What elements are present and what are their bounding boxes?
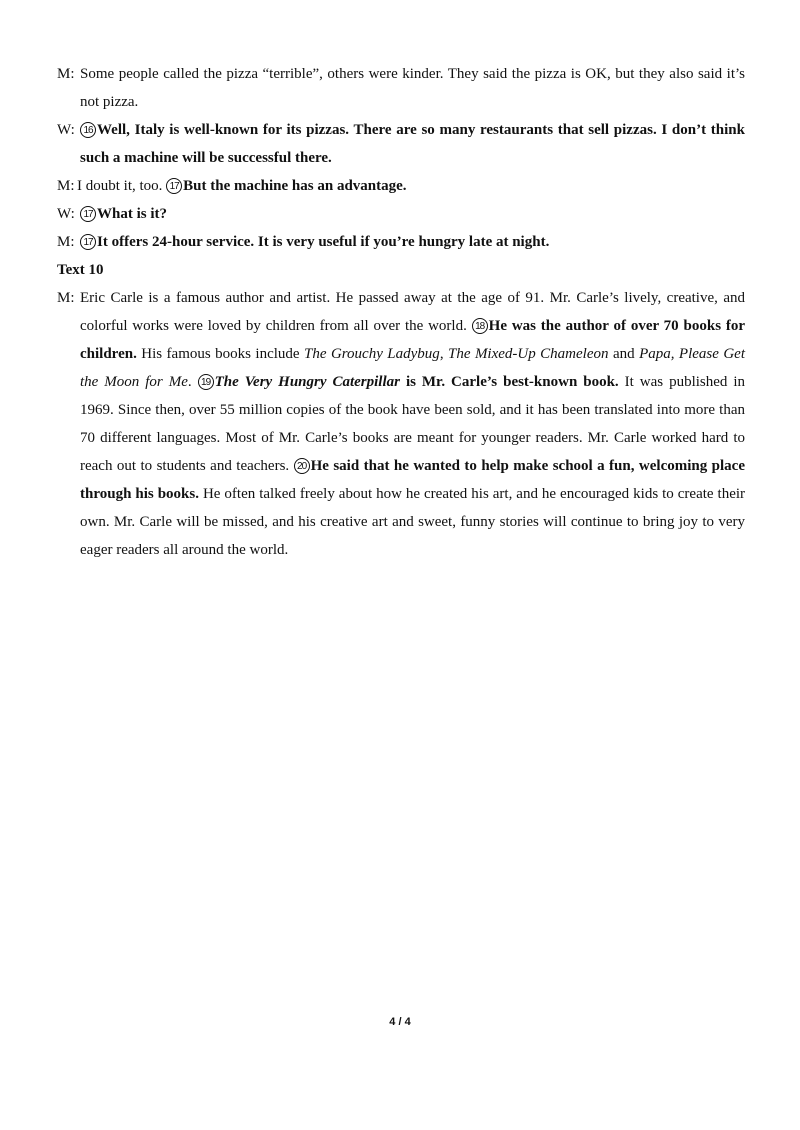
punctuation: , [439, 346, 444, 362]
passage-text-bold: He said that he wanted to help make school a fun, welcoming place through his books. [80, 458, 745, 502]
passage-text-bold: is Mr. Carle’s best-known book. [405, 374, 619, 390]
dialogue-line-4 [57, 200, 745, 228]
question-marker-17: 17 [80, 234, 96, 250]
question-marker-19: 19 [198, 374, 214, 390]
speaker-label: M: [57, 178, 75, 194]
speaker-label: M: [57, 290, 75, 306]
passage-text: He often talked freely about how he created his art, and he encouraged kids to create their own. Mr. Carle will be missed, and his creative art and sweet, funny stories will continue to bring joy to very eager readers all around the world. [80, 486, 746, 558]
book-title-bold: The Very Hungry Caterpillar [214, 374, 400, 390]
passage-text: Eric Carle is a famous author and artist. He passed away at the age of 91. Mr. Carle’s lively, creative, and colorful works were loved by children from all over the world. [80, 290, 745, 334]
book-title: Papa, Please Get the Moon for Me [80, 346, 745, 390]
dialogue-line-2 [57, 116, 745, 172]
dialogue-line-5 [57, 228, 745, 256]
dialogue-text-bold: Well, Italy is well-known for its pizzas. There are so many restaurants that sell pizzas. I don’t think such a machine will be successful there. [80, 122, 745, 166]
dialogue-text-bold: What is it? [97, 206, 168, 222]
dialogue-line-3 [57, 172, 745, 200]
book-title: The Mixed-Up Chameleon [448, 346, 609, 362]
question-marker-17: 17 [80, 206, 96, 222]
question-marker-18: 18 [472, 318, 488, 334]
question-marker-20: 20 [294, 458, 310, 474]
page-number: 4 / 4 [389, 1016, 411, 1028]
dialogue-text-bold: But the machine has an advantage. [183, 178, 407, 194]
dialogue-line-1 [57, 60, 745, 116]
speaker-label: M: [57, 66, 75, 82]
section-heading: Text 10 [57, 262, 104, 278]
speaker-label: W: [57, 122, 75, 138]
book-title: The Grouchy Ladybug [304, 346, 440, 362]
dialogue-text: I doubt it, too. [77, 178, 163, 194]
passage-text: and [612, 346, 635, 362]
punctuation: . [187, 374, 192, 390]
passage-text: His famous books include [141, 346, 300, 362]
passage-paragraph [57, 284, 745, 564]
dialogue-text: Some people called the pizza “terrible”, others were kinder. They said the pizza is OK, but they also said it’s not pizza. [80, 66, 745, 110]
question-marker-17: 17 [166, 178, 182, 194]
speaker-label: M: [57, 234, 75, 250]
question-marker-16: 16 [80, 122, 96, 138]
passage-text: It was published in 1969. Since then, over 55 million copies of the book have been sold, and it has been translated into more than 70 different languages. Most of Mr. Carle’s books are meant for younger readers. Mr. Carle worked hard to reach out to students and teachers. [80, 374, 746, 474]
dialogue-text-bold: It offers 24-hour service. It is very useful if you’re hungry late at night. [97, 234, 550, 250]
speaker-label: W: [57, 206, 75, 222]
passage-text-bold: He was the author of over 70 books for children. [80, 318, 746, 362]
